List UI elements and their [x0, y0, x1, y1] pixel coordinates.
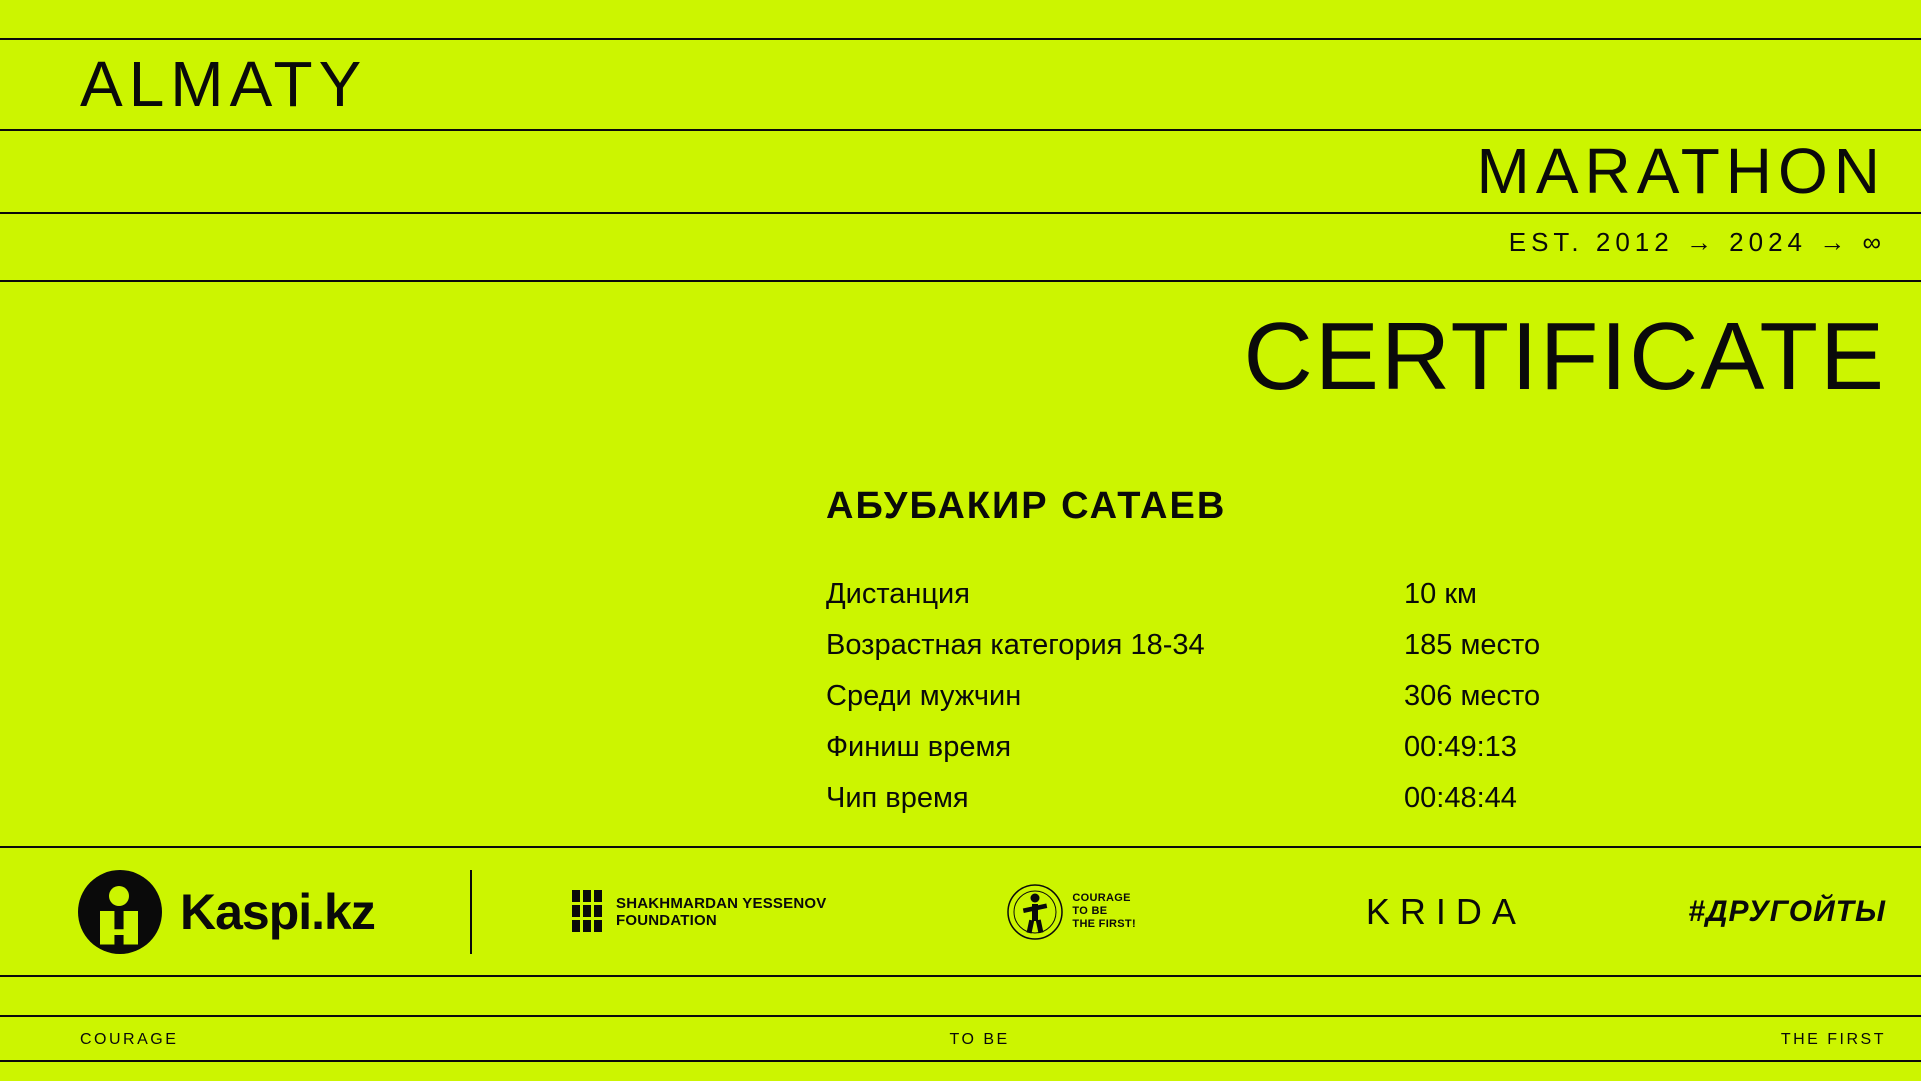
footer-center: TO BE [949, 1031, 1010, 1048]
brand-marathon: MARATHON [1476, 135, 1886, 207]
sponsor-yessenov-line1: SHAKHMARDAN YESSENOV [616, 894, 827, 912]
corporate-fund-line1: COURAGE [1072, 892, 1131, 904]
campaign-hashtag: #ДРУГОЙТЫ [1688, 894, 1886, 928]
footer-slogan [0, 1022, 1921, 1058]
sponsor-corporate-fund [1006, 883, 1136, 941]
result-value: 00:48:44 [1404, 782, 1517, 814]
corporate-fund-seal-icon [1006, 883, 1064, 941]
divider-line [0, 975, 1921, 977]
table-row [826, 731, 1726, 782]
table-row [826, 782, 1726, 833]
table-row [826, 680, 1726, 731]
divider-line [0, 1015, 1921, 1017]
sponsor-divider [470, 870, 472, 954]
table-row [826, 578, 1726, 629]
result-label: Возрастная категория 18-34 [826, 629, 1205, 661]
divider-line [0, 1060, 1921, 1062]
sponsor-yessenov-line2: FOUNDATION [616, 911, 717, 929]
table-row [826, 629, 1726, 680]
kaspi-logo-icon [78, 870, 162, 954]
result-value: 306 место [1404, 680, 1541, 712]
result-label: Дистанция [826, 578, 970, 610]
footer-right: THE FIRST [1780, 1031, 1886, 1048]
brand-almaty: ALMATY [80, 48, 368, 120]
result-label: Чип время [826, 782, 969, 814]
sponsor-bar [0, 848, 1921, 975]
sponsor-yessenov-label [616, 895, 826, 929]
sponsor-corporate-fund-label [1072, 892, 1136, 931]
result-value: 10 км [1404, 578, 1477, 610]
corporate-fund-line2: TO BE [1072, 905, 1108, 917]
sponsor-yessenov [572, 890, 826, 934]
result-label: Среди мужчин [826, 680, 1022, 712]
divider-line [0, 212, 1921, 214]
result-value: 185 место [1404, 629, 1541, 661]
result-label: Финиш время [826, 731, 1012, 763]
page-title: CERTIFICATE [1243, 303, 1886, 410]
sponsor-krida-label: KRIDA [1365, 890, 1526, 932]
athlete-name: АБУБАКИР САТАЕВ [826, 485, 1227, 527]
divider-line [0, 280, 1921, 282]
divider-line [0, 38, 1921, 40]
yessenov-logo-icon [572, 890, 606, 934]
established-line: EST. 2012 → 2024 → ∞ [1508, 227, 1886, 257]
result-value: 00:49:13 [1404, 731, 1517, 763]
footer-left: COURAGE [80, 1031, 179, 1048]
divider-line [0, 129, 1921, 131]
sponsor-kaspi [78, 870, 458, 954]
sponsor-kaspi-label: Kaspi.kz [180, 883, 375, 940]
corporate-fund-line3: THE FIRST! [1072, 918, 1136, 930]
results-table [826, 578, 1726, 833]
